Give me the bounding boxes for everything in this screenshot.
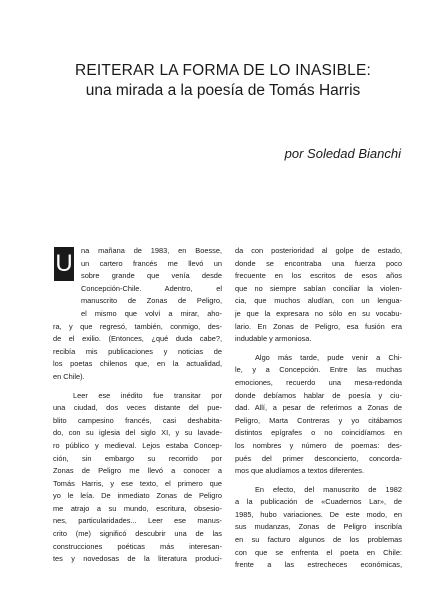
text-line: donde se encontraba una fuerza poco	[235, 258, 402, 268]
text-line: Zonas de Peligro me llevó a conocer a	[53, 466, 222, 476]
left-text-column	[53, 245, 222, 566]
text-line: emociones, recuerdo una mesa-redonda	[235, 377, 402, 387]
text-line: en su facturo algunos de los problemas	[235, 535, 402, 545]
text-line: da con posterioridad al golpe de estado,	[235, 246, 402, 255]
text-line: le, y a Concepción. Entre las muchas	[235, 365, 402, 375]
text-line: de el exilio. (Entonces, ¿qué duda cabe?,	[53, 334, 222, 344]
text-line: donde debíamos hablar de poesía y ciu-	[235, 390, 402, 400]
text-line: construcciones poéticas más interesan-	[53, 541, 222, 551]
text-line: sobre grande que venía desde	[81, 271, 222, 281]
text-line: nes, particularidades... Leer ese manus-	[53, 516, 222, 526]
text-line: en Chile).	[53, 371, 85, 381]
text-line: na mañana de 1983, en Boesse,	[81, 246, 222, 255]
author-byline: por Soledad Bianchi	[284, 146, 401, 161]
article-title: REITERAR LA FORMA DE LO INASIBLE:	[74, 62, 371, 79]
text-line: Algo más tarde, pude venir a Chi-	[255, 352, 402, 362]
text-line: mos que aludíamos a textos diferentes.	[235, 466, 364, 476]
text-line: una ciudad, dos veces distante del pue-	[53, 403, 222, 413]
text-line: Tomás Harris, y ese texto, el primero que	[53, 478, 222, 488]
text-line: manuscrito de Zonas de Peligro,	[81, 296, 222, 306]
text-line: los nombres y número de poemas: des-	[235, 440, 402, 450]
text-line: ción, sin embargo su recorrido por	[53, 453, 222, 463]
article-subtitle: una mirada a la poesía de Tomás Harris	[85, 82, 361, 99]
text-line: En efecto, del manuscrito de 1982	[255, 484, 402, 494]
text-line: do, con su iglesia del siglo XI, y su lavade-	[53, 428, 222, 438]
text-line: sus mudanzas, Zonas de Peligro inscribía	[235, 522, 402, 532]
text-line: indudable y armoniosa.	[235, 334, 312, 344]
text-line: Concepción-Chile. Adentro, el	[81, 283, 222, 293]
text-line: pués del primer desconcierto, concorda-	[235, 453, 402, 463]
text-line: tes y novedosas de la literatura produci-	[53, 554, 222, 564]
text-line: crito (me) significó descubrir una de las	[53, 529, 222, 539]
text-line: con que se enfrenta el poeta en Chile:	[235, 547, 402, 557]
text-line: dad. Allí, a pesar de referirnos a Zonas de	[235, 403, 402, 413]
drop-cap: U	[54, 247, 74, 281]
text-line: cia, que muchos aludían, con un lengua-	[235, 296, 402, 306]
text-line: frecuente en los escritos de esos años	[235, 271, 402, 281]
text-line: ra, y que regresó, también, conmigo, des-	[53, 321, 222, 331]
right-text-column	[235, 245, 402, 572]
text-line: a la publicación de «Cuadernos Lar», de	[235, 497, 402, 507]
text-line: blito campesino francés, casi deshabita-	[53, 415, 222, 425]
text-line: yo le leía. De inmediato Zonas de Peligro	[53, 491, 222, 501]
text-line: el mismo que volví a mirar, aho-	[81, 308, 222, 318]
text-line: un cartero francés me llevó un	[81, 258, 222, 268]
text-line: recibía mis publicaciones y noticias de	[53, 346, 222, 356]
text-line: ro público y medieval. Lejos estaba Concep-	[53, 440, 222, 450]
text-line: me atrajo a su mundo, escritura, obsesio-	[53, 503, 222, 513]
text-line: frente a las estrecheces económicas,	[235, 560, 402, 570]
text-line: que no siempre sabían conciliar la violen-	[235, 283, 402, 293]
text-line: Peligro, Marta Contreras y yo citábamos	[235, 415, 402, 425]
text-line: je que la expresara no sólo en su vocabu-	[235, 308, 402, 318]
text-line: Leer ese inédito fue transitar por	[73, 390, 222, 400]
text-line: lario. En Zonas de Peligro, esa fusión era	[235, 321, 402, 331]
text-line: 1985, hubo variaciones. De este modo, en	[235, 509, 402, 519]
text-line: distintos epígrafes o no coincidíamos en	[235, 428, 402, 438]
text-line: los poetas chilenos que, en la actualidad,	[53, 359, 222, 369]
